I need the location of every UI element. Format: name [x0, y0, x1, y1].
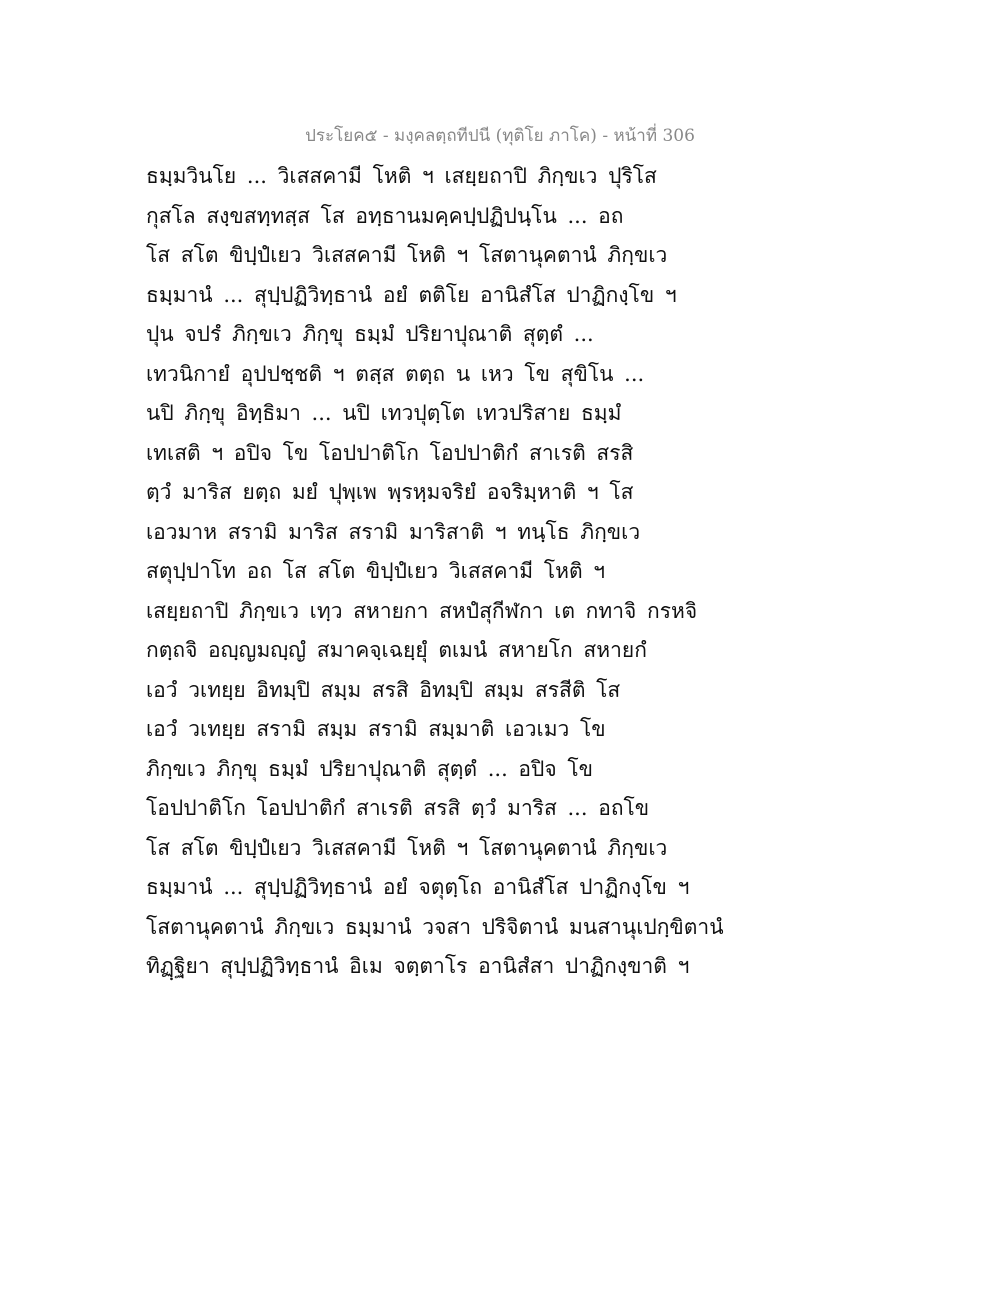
text-line: เทวนิกายํ อุปปชฺชติ ฯ ตสฺส ตตฺถ น เหว โข สุขิโน ... — [146, 361, 645, 386]
text-line: โอปปาติโก โอปปาติกํ สาเรติ สรสิ ตฺวํ มาริส ... อถโข — [146, 796, 650, 820]
text-line: เอวํ วเทยฺย อิทมฺปิ สมฺม สรสิ อิทมฺปิ สมฺม สรสีติ โส — [146, 677, 621, 702]
text-line: ตฺวํ มาริส ยตฺถ มยํ ปุพฺเพ พฺรหฺมจริยํ อจริมฺหาติ ฯ โส — [146, 480, 634, 504]
text-line: ธมฺมานํ ... สุปฺปฏิวิทฺธานํ อยํ จตุตฺโถ อานิสํโส ปาฏิกงฺโข ฯ — [146, 875, 690, 899]
text-line: ธมฺมานํ ... สุปฺปฏิวิทฺธานํ อยํ ตติโย อานิสํโส ปาฏิกงฺโข ฯ — [146, 282, 677, 307]
text-line: เสยฺยถาปิ ภิกฺขเว เทฺว สหายกา สหปํสุกีฬกา เต กทาจิ กรหจิ — [146, 598, 698, 623]
text-line: กุสโล สงฺขสทฺทสฺส โส อทฺธานมคฺคปฺปฏิปนฺโน ... อถ — [146, 203, 624, 228]
text-line: ภิกฺขเว ภิกฺขุ ธมฺมํ ปริยาปุณาติ สุตฺตํ ... อปิจ โข — [146, 756, 593, 781]
text-line: ธมฺมวินโย ... วิเสสคามี โหติ ฯ เสยฺยถาปิ ภิกฺขเว ปุริโส — [146, 164, 657, 188]
body-text — [146, 157, 724, 987]
text-line: ทิฏฺฐิยา สุปฺปฏิวิทฺธานํ อิเม จตฺตาโร อานิสํสา ปาฏิกงฺขาติ ฯ — [146, 954, 690, 978]
text-line: ปุน จปรํ ภิกฺขเว ภิกฺขุ ธมฺมํ ปริยาปุณาติ สุตฺตํ ... — [146, 322, 594, 346]
text-line: นปิ ภิกฺขุ อิทฺธิมา ... นปิ เทวปุตฺโต เทวปริสาย ธมฺมํ — [146, 401, 622, 425]
text-line: กตฺถจิ อญฺญมญฺญํ สมาคจฺเฉยฺยุํ ตเมนํ สหายโก สหายกํ — [146, 638, 647, 662]
text-line: โสตานุคตานํ ภิกฺขเว ธมฺมานํ วจสา ปริจิตานํ มนสานุเปกฺขิตานํ — [146, 914, 724, 939]
running-header: ประโยค๕ - มงฺคลตฺถทีปนี (ทุติโย ภาโค) - หน้าที่ 306 — [305, 126, 695, 146]
text-line: สตุปฺปาโท อถ โส สโต ขิปฺปํเยว วิเสสคามี โหติ ฯ — [146, 559, 606, 583]
text-line: เอวํ วเทยฺย สรามิ สมฺม สรามิ สมฺมาติ เอวเมว โข — [146, 717, 606, 741]
text-line: โส สโต ขิปฺปํเยว วิเสสคามี โหติ ฯ โสตานุคตานํ ภิกฺขเว — [146, 243, 668, 267]
text-line: โส สโต ขิปฺปํเยว วิเสสคามี โหติ ฯ โสตานุคตานํ ภิกฺขเว — [146, 835, 668, 860]
text-line: เอวมาห สรามิ มาริส สรามิ มาริสาติ ฯ ทนฺโธ ภิกฺขเว — [146, 519, 641, 544]
text-line: เทเสติ ฯ อปิจ โข โอปปาติโก โอปปาติกํ สาเรติ สรสิ — [146, 440, 634, 465]
